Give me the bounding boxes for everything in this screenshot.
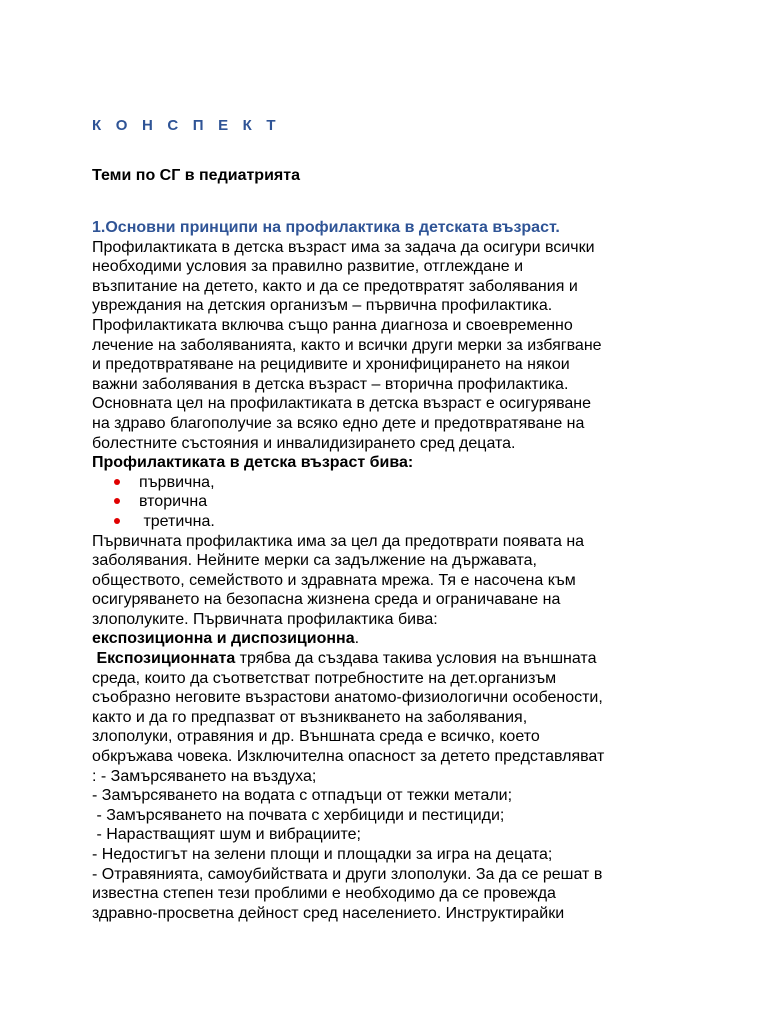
- text-line: съобразно неговите възрастови анатомо-физиологични особености,: [92, 689, 603, 707]
- list-item: [92, 473, 752, 493]
- text-line: среда, които да съответстват потребностите на дет.организъм: [92, 669, 557, 687]
- text-line: на здраво благополучие за всяко едно дете и предотвратяване на: [92, 414, 585, 432]
- bullet-dot-icon: [114, 479, 120, 485]
- section-title: 1.Основни принципи на профилактика в детската възраст.: [92, 219, 560, 236]
- bold-term-end: .: [354, 630, 360, 648]
- text-line: : - Замърсяването на въздуха;: [92, 767, 317, 785]
- text-line: - Недостигът на зелени площи и площадки за игра на децата;: [92, 846, 553, 863]
- text-line: - Нарастващият шум и вибрациите;: [92, 826, 361, 844]
- bold-term-line: [92, 629, 752, 649]
- text-line: както и да го предпазват от възникването на заболявания,: [92, 708, 528, 726]
- text-line: Първичната профилактика има за цел да предотврати появата на: [92, 532, 585, 550]
- text-line: Основната цел на профилактиката в детска възраст е осигуряване: [92, 395, 592, 413]
- paragraph-2: [92, 532, 752, 630]
- text-line: лечение на заболяванията, както и всички други мерки за избягване: [92, 336, 602, 354]
- bold-term: експозиционна и диспозиционна: [92, 630, 355, 648]
- document-subtitle: Теми по СГ в педиатрията: [92, 167, 300, 184]
- text-line: възпитание на детето, както и да се предотвратят заболявания и: [92, 277, 578, 295]
- text-line: увреждания на детския организъм – първична профилактика.: [92, 297, 553, 315]
- text-line: важни заболявания в детска възраст – вторична профилактика.: [92, 375, 569, 393]
- exposition-text: трябва да създава такива условия на външната: [235, 650, 597, 668]
- text-line: злополуките. Първичната профилактика бива:: [92, 610, 438, 628]
- text-line: и предотвратяване на рецидивите и хронифицирането на някои: [92, 356, 570, 374]
- text-line: известна степен тези проблими е необходимо да се провежда: [92, 885, 556, 903]
- list-item-label: третична.: [139, 512, 215, 530]
- text-line: осигуряването на безопасна жизнена среда и ограничаване на: [92, 591, 561, 609]
- list-item: [92, 512, 752, 532]
- text-line: Профилактиката включва също ранна диагноза и своевременно: [92, 316, 573, 334]
- text-line: обществото, семейството и здравната мрежа. Тя е насочена към: [92, 571, 576, 589]
- exposition-term: Експозиционната: [92, 650, 236, 668]
- list-item-label: вторична: [139, 493, 208, 511]
- text-line: болестните състояния и инвалидизирането сред децата.: [92, 434, 516, 452]
- list-item: [92, 492, 752, 512]
- paragraph-1: [92, 238, 752, 454]
- paragraph-3: [92, 669, 752, 924]
- text-line: заболявания. Нейните мерки са задължение на държавата,: [92, 552, 537, 570]
- exposition-line: [92, 649, 752, 669]
- bullet-list: [92, 473, 752, 532]
- document-body: [92, 218, 752, 923]
- text-line: Профилактиката в детска възраст има за задача да осигури всички: [92, 238, 595, 256]
- bullet-dot-icon: [114, 518, 120, 524]
- text-line: здравно-просветна дейност сред населението. Инструктирайки: [92, 904, 565, 922]
- text-line: злополуки, отравяния и др. Външната среда е всичко, което: [92, 728, 540, 746]
- list-item-label: първична,: [139, 473, 215, 491]
- bullet-dot-icon: [114, 498, 120, 504]
- text-line: необходими условия за правилно развитие, отглеждане и: [92, 258, 524, 276]
- bold-heading-line: Профилактиката в детска възраст бива:: [92, 454, 414, 472]
- text-line: - Замърсяването на почвата с хербициди и пестициди;: [92, 806, 505, 824]
- text-line: - Замърсяването на водата с отпадъци от тежки метали;: [92, 787, 513, 805]
- text-line: - Отравянията, самоубийствата и други злополуки. За да се решат в: [92, 865, 603, 883]
- document-heading: К О Н С П Е К Т: [92, 117, 281, 134]
- text-line: обкръжава човека. Изключителна опасност за детето представляват: [92, 748, 605, 766]
